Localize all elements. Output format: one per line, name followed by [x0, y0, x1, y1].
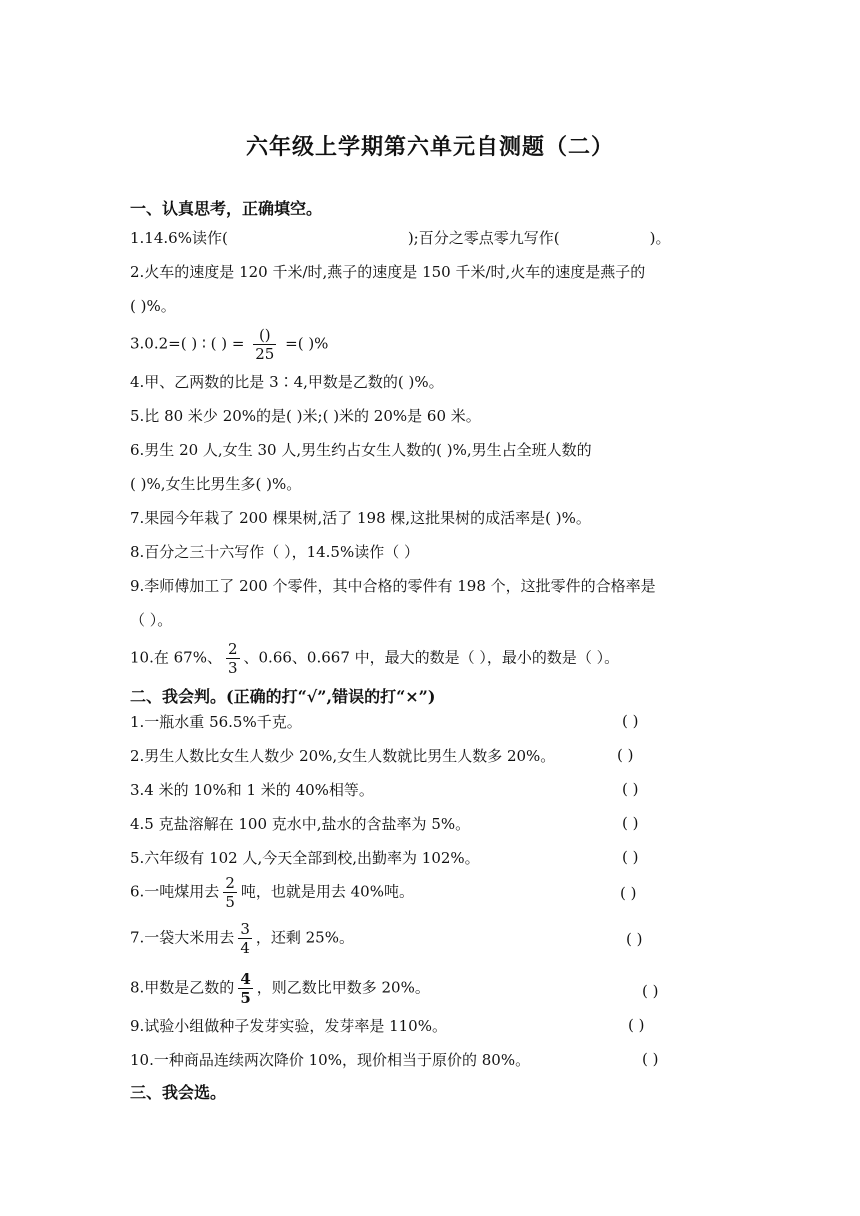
question-3-part-a: 3.0.2=( ) ∶ ( ) =	[130, 334, 245, 353]
judge-item-7	[130, 920, 354, 957]
judge-answer-7[interactable]: ( )	[626, 930, 643, 948]
judge-item-7-part-a: 7.一袋大米用去	[130, 928, 235, 947]
judge-item-6-fraction	[223, 874, 237, 911]
question-2-line-2: ( )%。	[130, 297, 176, 315]
question-8: 8.百分之三十六写作（ ），14.5%读作（ ）	[130, 543, 420, 561]
judge-answer-6[interactable]: ( )	[620, 884, 637, 902]
section-1-heading: 一、认真思考，正确填空。	[130, 199, 323, 218]
judge-answer-3[interactable]: ( )	[622, 780, 639, 798]
judge-item-7-part-b: ，还剩 25%。	[255, 928, 354, 947]
question-3-fraction	[253, 326, 276, 363]
question-10-part-b: 、0.66、0.667 中，最大的数是（ ），最小的数是（ ）。	[243, 648, 620, 667]
judge-answer-5[interactable]: ( )	[622, 848, 639, 866]
judge-item-6	[130, 874, 414, 911]
section-2-heading: 二、我会判。(正确的打“√”,错误的打“×”)	[130, 687, 436, 706]
judge-item-8-part-a: 8.甲数是乙数的	[130, 978, 235, 997]
judge-answer-9[interactable]: ( )	[628, 1016, 645, 1034]
fraction-denominator: 3	[227, 659, 238, 677]
section-3-heading: 三、我会选。	[130, 1083, 227, 1102]
judge-item-8-part-b: ，则乙数比甲数多 20%。	[256, 978, 430, 997]
question-6-line-1: 6.男生 20 人,女生 30 人,男生约占女生人数的( )%,男生占全班人数的	[130, 441, 592, 459]
judge-item-6-part-b: 吨，也就是用去 40%吨。	[240, 882, 414, 901]
judge-item-3: 3.4 米的 10%和 1 米的 40%相等。	[130, 781, 374, 799]
fraction-numerator: 3	[240, 920, 250, 938]
judge-item-4: 4.5 克盐溶解在 100 克水中,盐水的含盐率为 5%。	[130, 815, 471, 833]
question-5: 5.比 80 米少 20%的是( )米;( )米的 20%是 60 米。	[130, 407, 481, 425]
question-10	[130, 640, 619, 677]
fraction-numerator: 2	[225, 874, 235, 892]
question-3-part-b: =( )%	[285, 334, 329, 353]
fraction-denominator: 4	[240, 939, 250, 957]
judge-item-5: 5.六年级有 102 人,今天全部到校,出勤率为 102%。	[130, 849, 480, 867]
fraction-numerator: ()	[253, 326, 276, 345]
question-1	[130, 228, 670, 248]
judge-answer-10[interactable]: ( )	[642, 1050, 659, 1068]
fraction-numerator: 4	[240, 970, 251, 988]
page-title: 六年级上学期第六单元自测题（二）	[245, 134, 614, 160]
question-1-part-a: 1.14.6%读作(	[130, 229, 228, 247]
judge-item-1: 1.一瓶水重 56.5%千克。	[130, 713, 302, 731]
question-3	[130, 326, 328, 363]
fraction-numerator: 2	[227, 640, 238, 658]
judge-answer-8[interactable]: ( )	[642, 982, 659, 1000]
judge-item-7-fraction	[238, 920, 252, 957]
fraction-denominator: 25	[255, 345, 275, 363]
judge-item-6-part-a: 6.一吨煤用去	[130, 882, 220, 901]
judge-item-8-fraction	[238, 970, 252, 1007]
judge-item-8	[130, 970, 430, 1007]
question-4: 4.甲、乙两数的比是 3∶4,甲数是乙数的( )%。	[130, 373, 444, 391]
judge-answer-4[interactable]: ( )	[622, 814, 639, 832]
question-10-fraction	[226, 640, 240, 677]
question-2-line-1: 2.火车的速度是 120 千米/时,燕子的速度是 150 千米/时,火车的速度是燕子的	[130, 263, 646, 281]
judge-item-10: 10.一种商品连续两次降价 10%，现价相当于原价的 80%。	[130, 1051, 531, 1069]
judge-answer-1[interactable]: ( )	[622, 712, 639, 730]
judge-item-2: 2.男生人数比女生人数少 20%,女生人数就比男生人数多 20%。	[130, 747, 556, 765]
question-7: 7.果园今年栽了 200 棵果树,活了 198 棵,这批果树的成活率是( )%。	[130, 509, 591, 527]
fraction-denominator: 5	[240, 989, 251, 1007]
question-10-part-a: 10.在 67%、	[130, 648, 222, 667]
question-6-line-2: ( )%,女生比男生多( )%。	[130, 475, 302, 493]
fraction-denominator: 5	[225, 893, 235, 911]
judge-answer-2[interactable]: ( )	[617, 746, 634, 764]
question-1-part-b: );百分之零点零九写作(	[407, 229, 560, 247]
judge-item-9: 9.试验小组做种子发芽实验，发芽率是 110%。	[130, 1017, 447, 1035]
question-9-line-2: （ ）。	[130, 611, 173, 629]
question-9-line-1: 9.李师傅加工了 200 个零件，其中合格的零件有 198 个，这批零件的合格率是	[130, 577, 656, 595]
question-1-part-c: )。	[649, 229, 671, 247]
